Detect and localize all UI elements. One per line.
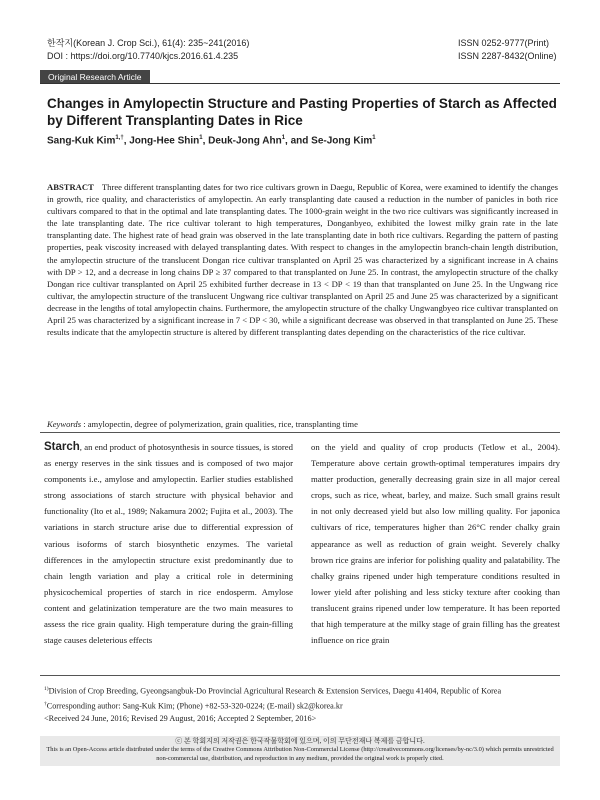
footnote-mark: † [44, 700, 47, 707]
abstract-text: Three different transplanting dates for two rice cultivars grown in Daegu, Republic of Korea, were examined to identify the changes in growth, rice quality, and characteristics of amylopectin. An early transplanting date caused a reduction in the number of panicles in both rice cultivars compared to that in the optimal and late transplanting dates. The 1000-grain weight in the two rice cultivars was significantly increased in the late transplanting date. The rice cultivar tolerant to high temperatures, Donganbyeo, exhibited the lowest milky grain rate in the late transplanting date. The highest rate of head grain was observed in the late transplanting date in both rice cultivars. Regarding the pattern of pasting properties, peak viscosity increased with delayed transplanting dates. With respect to changes in the amylopectin branch-chain length distribution, the amylopectin structure of the translucent Dongan rice cultivar transplanted on April 25 was characterized by a significant increase in A chains with DP > 12, and a decrease in long chains DP ≥ 37 compared to that transplanted on June 25. In contrast, the amylopectin structure of the chalky Dongan rice cultivar transplanted on April 25 exhibited further decrease in 13 < DP < 19 than that transplanted on June 25. In the Ungwang rice cultivar, the amylopectin structure of the translucent Ungwang rice cultivar transplanted on April 25 and June 25 was characterized by a significant decrease in the lengths of total amylopectin chains. Furthermore, the amylopectin structure of the chalky Ungwangbyeo rice cultivar transplanted on April 25 was characterized by a significant increase in 7 < DP < 30, while a significant decrease was observed in that transplanted on June 25. These results indicate that the amylopectin structure is altered by different transplanting dates depending on the characteristics of the rice cultivar. [47, 182, 559, 338]
license-box [40, 736, 560, 766]
author-name: Jong-Hee Shin [129, 135, 200, 147]
author-name: Sang-Kuk Kim [47, 135, 116, 147]
body-paragraph: on the yield and quality of crop products (Tetlow et al., 2004). Temperature above certain growth-optimal temperatures impairs dry matter production, generally decreasing grain size in all major cereal crops, such as rice, wheat, barley, and maize. Such small grains result in not only decreased yield but also low milling quality. For japonica cultivars of rice, temperatures higher than 26°C render chalky grain appearance as well as reduction of grain weight. Severely chalky brown rice grains are inferior for polishing quality and palatability. The chalky grains ripened under high temperature conditions resulted in lower yield after polishing and less sticky texture after cooking than translucent grains ripened under low temperature. It has been reported that high temperature at the milky stage of grain filling has the greatest influence on rice grain [311, 442, 560, 646]
body-column-left [44, 439, 293, 648]
paper-title: Changes in Amylopectin Structure and Pasting Properties of Starch as Affected by Different Transplanting Dates in Rice [47, 96, 557, 128]
article-type-label: Original Research Article [40, 70, 150, 84]
author-affiliation: 1 [372, 135, 376, 141]
article-type-bar [40, 70, 560, 84]
keywords-text: : amylopectin, degree of polymerization, grain qualities, rice, transplanting time [81, 419, 358, 429]
affiliation-text: Division of Crop Breeding, Gyeongsangbuk-Do Provincial Agricultural Research & Extension Services, Daegu 41404, Republic of Korea [48, 686, 502, 696]
author-name: Se-Jong Kim [311, 135, 373, 147]
abstract [47, 181, 558, 338]
issn-block [458, 37, 557, 63]
corresponding-text: Corresponding author: Sang-Kuk Kim; (Phone) +82-53-320-0224; (E-mail) sk2@korea.kr [46, 701, 343, 711]
author-separator: , [123, 135, 130, 147]
body-paragraph: , an end product of photosynthesis in source tissues, is stored as energy reserves in the sink tissues and is composed of two major components i.e., amylose and amylopectin. Earlier studies established strong associations of starch structure with physical behavior and functionality (Ito et al., 1989; Nakamura 2002; Fujita et al., 2003). The variations in starch structure arise due to differential expression of various isoforms of starch biosynthetic enzymes. The varietal differences in the amylopectin structure exist predominantly due to chain length variation and play a critical role in determining physicochemical properties of starch in rice endosperm. Amylose content and gelatinization temperature are the two main measures to assess the rice grain quality. High temperature during the grain-filling stage causes deleterious effects [44, 442, 293, 646]
journal-citation: 한작지(Korean J. Crop Sci.), 61(4): 235~241(2016) [47, 38, 250, 48]
doi-link[interactable]: DOI : https://doi.org/10.7740/kjcs.2016.61.4.235 [47, 51, 239, 61]
abstract-label: ABSTRACT [47, 182, 94, 192]
issn-print: ISSN 0252-9777(Print) [458, 38, 550, 48]
footnotes [44, 683, 560, 725]
author-affiliation: 1 [199, 135, 203, 141]
author-affiliation: 1,† [115, 135, 124, 141]
issn-online: ISSN 2287-8432(Online) [458, 51, 557, 61]
journal-header [47, 37, 249, 63]
affiliation-footnote [44, 683, 560, 698]
corresponding-footnote [44, 698, 560, 713]
author-name: Deuk-Jong Ahn [208, 135, 282, 147]
body-column-right [311, 439, 560, 648]
header-rule [40, 83, 560, 84]
author-affiliation: 1 [281, 135, 286, 141]
footnote-divider [40, 675, 560, 676]
keywords [47, 419, 558, 429]
author-list [47, 135, 376, 146]
author-separator: , and [285, 135, 312, 147]
keywords-divider [40, 432, 560, 433]
lead-word: Starch [44, 441, 80, 453]
footnote-mark: 1) [44, 686, 49, 692]
received-dates: <Received 24 June, 2016; Revised 29 August, 2016; Accepted 2 September, 2016> [44, 714, 317, 724]
open-access-notice: This is an Open-Access article distributed under the terms of the Creative Commons Attribution Non-Commercial License (http://creativecommons.org/licenses/by-nc/3.0) which permits unrestricted non-commercial use, distribution, and reproduction in any medium, provided the original work is properly cited. [46, 745, 554, 762]
keywords-label: Keywords [47, 419, 82, 429]
copyright-notice: ⓒ 본 학회지의 저작권은 한국작물학회에 있으며, 이의 무단전재나 복제를 금합니다. [175, 737, 425, 745]
author-separator: , [202, 135, 209, 147]
